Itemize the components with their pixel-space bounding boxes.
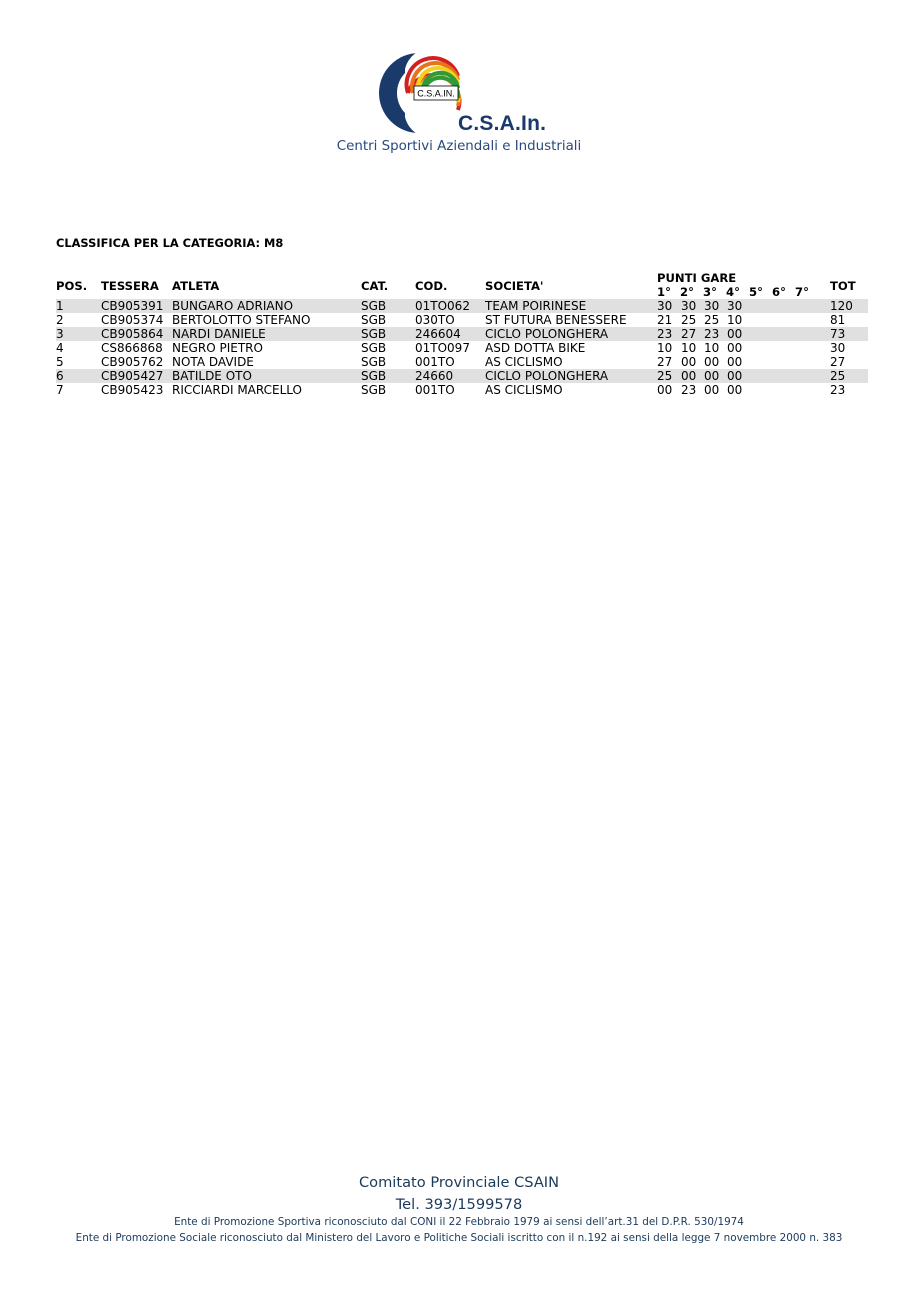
table-row xyxy=(56,341,868,355)
header-race-2: 2° xyxy=(680,285,694,299)
cell-societa: CICLO POLONGHERA xyxy=(485,369,609,383)
cell-pos: 3 xyxy=(56,327,64,341)
header-cat: CAT. xyxy=(361,279,389,293)
table-row xyxy=(56,355,868,369)
cell-race-1: 25 xyxy=(657,369,673,383)
header-race-7: 7° xyxy=(795,285,809,299)
cell-race-4: 00 xyxy=(727,341,743,355)
cell-race-2: 27 xyxy=(681,327,697,341)
cell-societa: CICLO POLONGHERA xyxy=(485,327,609,341)
cell-race-4: 00 xyxy=(727,327,743,341)
table-row xyxy=(56,383,868,397)
header-atleta: ATLETA xyxy=(172,279,220,293)
cell-societa: TEAM POIRINESE xyxy=(485,299,587,313)
cell-race-3: 00 xyxy=(704,383,720,397)
header-tot: TOT xyxy=(830,279,856,293)
cell-cat: SGB xyxy=(361,327,387,341)
cell-cat: SGB xyxy=(361,313,387,327)
cell-atleta: NOTA DAVIDE xyxy=(172,355,254,369)
cell-societa: AS CICLISMO xyxy=(485,383,563,397)
cell-tessera: CB905391 xyxy=(101,299,164,313)
cell-race-3: 10 xyxy=(704,341,720,355)
cell-societa: ST FUTURA BENESSERE xyxy=(485,313,627,327)
cell-race-2: 25 xyxy=(681,313,697,327)
cell-race-4: 00 xyxy=(727,383,743,397)
cell-race-4: 00 xyxy=(727,369,743,383)
category-heading: CLASSIFICA PER LA CATEGORIA: M8 xyxy=(56,236,284,250)
cell-cod: 001TO xyxy=(415,355,455,369)
table-row xyxy=(56,327,868,341)
cell-cod: 001TO xyxy=(415,383,455,397)
footer-legal-line-1: Ente di Promozione Sportiva riconosciuto dal CONI il 22 Febbraio 1979 ai sensi dell’art.31 del D.P.R. 530/1974 xyxy=(174,1216,744,1228)
cell-tot: 27 xyxy=(830,355,846,369)
cell-tessera: CB905762 xyxy=(101,355,164,369)
cell-race-1: 27 xyxy=(657,355,673,369)
cell-race-2: 23 xyxy=(681,383,697,397)
logo-badge-text: C.S.A.IN. xyxy=(417,88,455,99)
cell-societa: ASD DOTTA BIKE xyxy=(485,341,586,355)
cell-tot: 81 xyxy=(830,313,846,327)
cell-race-2: 30 xyxy=(681,299,697,313)
header-race-3: 3° xyxy=(703,285,717,299)
cell-tot: 23 xyxy=(830,383,846,397)
cell-atleta: BERTOLOTTO STEFANO xyxy=(172,313,311,327)
cell-cat: SGB xyxy=(361,341,387,355)
cell-race-3: 00 xyxy=(704,369,720,383)
cell-pos: 4 xyxy=(56,341,64,355)
table-row xyxy=(56,313,868,327)
header-pos: POS. xyxy=(56,279,88,293)
cell-race-3: 00 xyxy=(704,355,720,369)
table-row xyxy=(56,369,868,383)
cell-race-1: 23 xyxy=(657,327,673,341)
header-race-1: 1° xyxy=(657,285,671,299)
cell-race-2: 00 xyxy=(681,355,697,369)
cell-pos: 6 xyxy=(56,369,64,383)
cell-atleta: BUNGARO ADRIANO xyxy=(172,299,294,313)
footer-title: Comitato Provinciale CSAIN xyxy=(358,1174,560,1191)
header-societa: SOCIETA' xyxy=(485,279,544,293)
cell-cat: SGB xyxy=(361,299,387,313)
cell-cat: SGB xyxy=(361,383,387,397)
cell-race-1: 21 xyxy=(657,313,673,327)
cell-cod: 030TO xyxy=(415,313,455,327)
cell-pos: 1 xyxy=(56,299,64,313)
cell-atleta: BATILDE OTO xyxy=(172,369,252,383)
org-subtitle: Centri Sportivi Aziendali e Industriali xyxy=(336,139,582,154)
cell-race-1: 00 xyxy=(657,383,673,397)
cell-atleta: NEGRO PIETRO xyxy=(172,341,263,355)
cell-tessera: CB905864 xyxy=(101,327,164,341)
footer-tel: Tel. 393/1599578 xyxy=(395,1196,523,1213)
cell-cat: SGB xyxy=(361,355,387,369)
cell-cat: SGB xyxy=(361,369,387,383)
cell-race-1: 30 xyxy=(657,299,673,313)
cell-tessera: CB905427 xyxy=(101,369,164,383)
cell-cod: 01TO097 xyxy=(415,341,470,355)
org-name: C.S.A.In. xyxy=(458,112,547,135)
header-race-5: 5° xyxy=(749,285,763,299)
csain-logo-mark xyxy=(378,52,462,134)
header-race-4: 4° xyxy=(726,285,740,299)
cell-pos: 7 xyxy=(56,383,64,397)
cell-cod: 246604 xyxy=(415,327,461,341)
cell-tessera: CS866868 xyxy=(101,341,163,355)
header-race-6: 6° xyxy=(772,285,786,299)
cell-race-3: 25 xyxy=(704,313,720,327)
cell-tot: 73 xyxy=(830,327,846,341)
cell-race-3: 30 xyxy=(704,299,720,313)
cell-tessera: CB905374 xyxy=(101,313,164,327)
cell-race-4: 10 xyxy=(727,313,743,327)
cell-societa: AS CICLISMO xyxy=(485,355,563,369)
cell-cod: 01TO062 xyxy=(415,299,470,313)
csain-logo xyxy=(378,52,462,134)
table-row xyxy=(56,299,868,313)
cell-cod: 24660 xyxy=(415,369,454,383)
cell-tessera: CB905423 xyxy=(101,383,164,397)
cell-atleta: NARDI DANIELE xyxy=(172,327,266,341)
cell-pos: 2 xyxy=(56,313,64,327)
cell-race-4: 30 xyxy=(727,299,743,313)
header-tessera: TESSERA xyxy=(101,279,159,293)
header-cod: COD. xyxy=(415,279,448,293)
cell-race-2: 10 xyxy=(681,341,697,355)
cell-tot: 30 xyxy=(830,341,846,355)
cell-tot: 120 xyxy=(830,299,853,313)
cell-race-3: 23 xyxy=(704,327,720,341)
cell-race-4: 00 xyxy=(727,355,743,369)
cell-race-2: 00 xyxy=(681,369,697,383)
header-punti-gare: PUNTI GARE xyxy=(657,271,737,285)
cell-atleta: RICCIARDI MARCELLO xyxy=(172,383,302,397)
cell-pos: 5 xyxy=(56,355,64,369)
cell-race-1: 10 xyxy=(657,341,673,355)
cell-tot: 25 xyxy=(830,369,846,383)
footer-legal-line-2: Ente di Promozione Sociale riconosciuto dal Ministero del Lavoro e Politiche Sociali iscritto con il n.192 ai sensi della legge 7 novembre 2000 n. 383 xyxy=(75,1232,843,1244)
